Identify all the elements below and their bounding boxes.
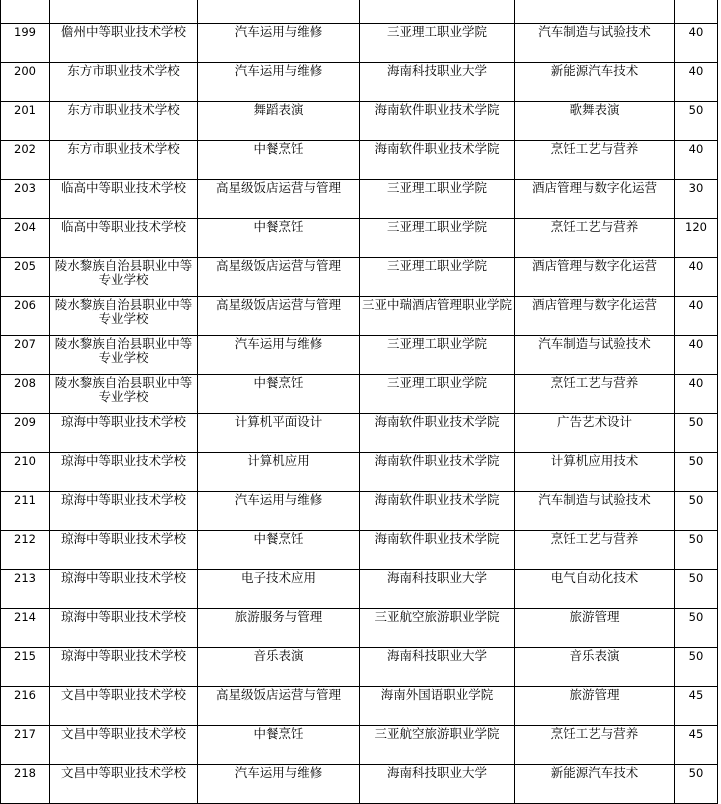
cell-quota: 40 (675, 375, 718, 414)
cell-target: 汽车制造与试验技术 (515, 492, 675, 531)
cell-school: 儋州中等职业技术学校 (50, 24, 198, 63)
cell-no: 218 (1, 765, 50, 804)
cell-no: 217 (1, 726, 50, 765)
cell-major: 电子技术应用 (198, 570, 360, 609)
cell-major: 汽车运用与维修 (198, 24, 360, 63)
cell-no: 204 (1, 219, 50, 258)
cell-college: 海南科技职业大学 (360, 63, 515, 102)
cell-major: 中餐烹饪 (198, 726, 360, 765)
cell-major: 汽车运用与维修 (198, 336, 360, 375)
cell-major: 计算机应用 (198, 453, 360, 492)
cell-school: 临高中等职业技术学校 (50, 219, 198, 258)
cell-major: 汽车运用与维修 (198, 765, 360, 804)
cell-quota: 50 (675, 531, 718, 570)
cell-major: 音乐表演 (198, 648, 360, 687)
cell-no: 215 (1, 648, 50, 687)
cell-no: 208 (1, 375, 50, 414)
cell-no: 216 (1, 687, 50, 726)
table-row (1, 687, 718, 726)
cell-target: 广告艺术设计 (515, 414, 675, 453)
cell-college: 三亚理工职业学院 (360, 219, 515, 258)
table-row (1, 297, 718, 336)
cell-quota: 50 (675, 570, 718, 609)
cell-major: 中餐烹饪 (198, 531, 360, 570)
cell-college: 海南外国语职业学院 (360, 687, 515, 726)
cell-no: 206 (1, 297, 50, 336)
cell-college: 三亚理工职业学院 (360, 180, 515, 219)
cell-target: 音乐表演 (515, 648, 675, 687)
cell-no: 203 (1, 180, 50, 219)
cell-target: 烹饪工艺与营养 (515, 375, 675, 414)
table-row (1, 492, 718, 531)
cell-major: 高星级饭店运营与管理 (198, 687, 360, 726)
cell-target: 电气自动化技术 (515, 570, 675, 609)
cell-college: 海南软件职业技术学院 (360, 102, 515, 141)
cell-school: 琼海中等职业技术学校 (50, 570, 198, 609)
table-row (1, 453, 718, 492)
cell-quota: 40 (675, 258, 718, 297)
cell-college: 三亚理工职业学院 (360, 375, 515, 414)
cell-quota: 40 (675, 24, 718, 63)
table-row (1, 258, 718, 297)
cell-college: 海南软件职业技术学院 (360, 453, 515, 492)
cell-quota (675, 0, 718, 24)
cell-major: 高星级饭店运营与管理 (198, 180, 360, 219)
cell-quota: 50 (675, 492, 718, 531)
cell-college: 三亚理工职业学院 (360, 24, 515, 63)
cell-college: 三亚航空旅游职业学院 (360, 609, 515, 648)
cell-school: 琼海中等职业技术学校 (50, 648, 198, 687)
cell-major: 汽车运用与维修 (198, 63, 360, 102)
cell-no: 202 (1, 141, 50, 180)
cell-target: 旅游管理 (515, 609, 675, 648)
cell-quota: 40 (675, 141, 718, 180)
cell-no: 205 (1, 258, 50, 297)
cell-college: 三亚中瑞酒店管理职业学院 (360, 297, 515, 336)
cell-school (50, 0, 198, 24)
cell-college: 海南软件职业技术学院 (360, 141, 515, 180)
cell-college (360, 0, 515, 24)
cell-no: 201 (1, 102, 50, 141)
cell-college: 海南科技职业大学 (360, 570, 515, 609)
cell-quota: 30 (675, 180, 718, 219)
cell-target: 歌舞表演 (515, 102, 675, 141)
cell-no: 200 (1, 63, 50, 102)
table-body (1, 0, 718, 804)
cell-target: 烹饪工艺与营养 (515, 726, 675, 765)
cell-major: 旅游服务与管理 (198, 609, 360, 648)
cell-target: 汽车制造与试验技术 (515, 336, 675, 375)
cell-school: 琼海中等职业技术学校 (50, 414, 198, 453)
cell-major: 舞蹈表演 (198, 102, 360, 141)
cell-target: 酒店管理与数字化运营 (515, 258, 675, 297)
cell-school: 陵水黎族自治县职业中等专业学校 (50, 336, 198, 375)
cell-major: 中餐烹饪 (198, 141, 360, 180)
cell-school: 琼海中等职业技术学校 (50, 492, 198, 531)
cell-target: 酒店管理与数字化运营 (515, 297, 675, 336)
cell-target: 烹饪工艺与营养 (515, 219, 675, 258)
cell-no: 210 (1, 453, 50, 492)
cell-target: 新能源汽车技术 (515, 63, 675, 102)
table-row (1, 24, 718, 63)
cell-school: 东方市职业技术学校 (50, 63, 198, 102)
cell-college: 海南软件职业技术学院 (360, 531, 515, 570)
cell-no: 209 (1, 414, 50, 453)
cell-major: 中餐烹饪 (198, 219, 360, 258)
cell-quota: 50 (675, 102, 718, 141)
cell-quota: 45 (675, 726, 718, 765)
cell-college: 海南科技职业大学 (360, 648, 515, 687)
cell-major: 高星级饭店运营与管理 (198, 297, 360, 336)
cell-target: 计算机应用技术 (515, 453, 675, 492)
cell-major: 中餐烹饪 (198, 375, 360, 414)
cell-no: 214 (1, 609, 50, 648)
cell-quota: 40 (675, 63, 718, 102)
cell-school: 琼海中等职业技术学校 (50, 609, 198, 648)
cell-school: 陵水黎族自治县职业中等专业学校 (50, 375, 198, 414)
cell-school: 文昌中等职业技术学校 (50, 687, 198, 726)
cell-target: 汽车制造与试验技术 (515, 24, 675, 63)
table-row (1, 63, 718, 102)
cell-target (515, 0, 675, 24)
cell-school: 临高中等职业技术学校 (50, 180, 198, 219)
cell-major (198, 0, 360, 24)
cell-school: 文昌中等职业技术学校 (50, 765, 198, 804)
cell-no: 211 (1, 492, 50, 531)
cell-college: 三亚理工职业学院 (360, 258, 515, 297)
table-row (1, 102, 718, 141)
table-row (1, 336, 718, 375)
table-row (1, 609, 718, 648)
cell-college: 三亚航空旅游职业学院 (360, 726, 515, 765)
cell-school: 东方市职业技术学校 (50, 102, 198, 141)
table-row (1, 531, 718, 570)
cell-college: 海南软件职业技术学院 (360, 492, 515, 531)
cell-major: 高星级饭店运营与管理 (198, 258, 360, 297)
table-row (1, 570, 718, 609)
cell-target: 酒店管理与数字化运营 (515, 180, 675, 219)
table-row (1, 648, 718, 687)
cell-quota: 50 (675, 765, 718, 804)
table-row (1, 180, 718, 219)
cell-quota: 120 (675, 219, 718, 258)
cell-target: 烹饪工艺与营养 (515, 531, 675, 570)
cell-quota: 50 (675, 609, 718, 648)
cell-target: 新能源汽车技术 (515, 765, 675, 804)
cell-quota: 50 (675, 414, 718, 453)
cell-school: 琼海中等职业技术学校 (50, 453, 198, 492)
cell-school: 文昌中等职业技术学校 (50, 726, 198, 765)
cell-quota: 45 (675, 687, 718, 726)
cell-college: 海南科技职业大学 (360, 765, 515, 804)
cell-college: 海南软件职业技术学院 (360, 414, 515, 453)
table-row (1, 414, 718, 453)
cell-no: 207 (1, 336, 50, 375)
cell-school: 琼海中等职业技术学校 (50, 531, 198, 570)
table-row (1, 219, 718, 258)
cell-college: 三亚理工职业学院 (360, 336, 515, 375)
cell-quota: 50 (675, 453, 718, 492)
cell-no (1, 0, 50, 24)
cell-school: 陵水黎族自治县职业中等专业学校 (50, 297, 198, 336)
cell-major: 汽车运用与维修 (198, 492, 360, 531)
cell-major: 计算机平面设计 (198, 414, 360, 453)
cell-quota: 50 (675, 648, 718, 687)
cell-school: 东方市职业技术学校 (50, 141, 198, 180)
table-row (1, 0, 718, 24)
cell-school: 陵水黎族自治县职业中等专业学校 (50, 258, 198, 297)
cell-no: 199 (1, 24, 50, 63)
cell-target: 旅游管理 (515, 687, 675, 726)
table-row (1, 726, 718, 765)
cell-no: 213 (1, 570, 50, 609)
table-row (1, 375, 718, 414)
cell-target: 烹饪工艺与营养 (515, 141, 675, 180)
cell-no: 212 (1, 531, 50, 570)
cell-quota: 40 (675, 336, 718, 375)
table-row (1, 141, 718, 180)
cell-quota: 40 (675, 297, 718, 336)
